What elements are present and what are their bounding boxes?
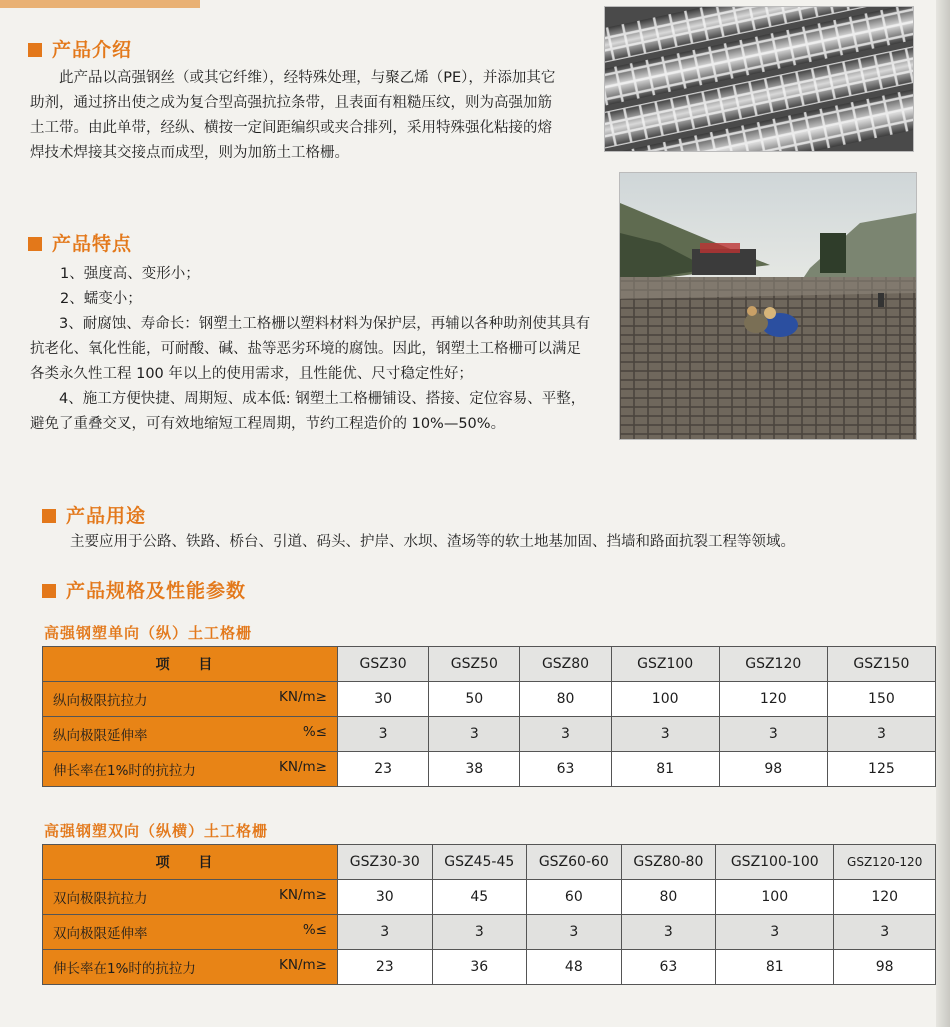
feature-item: 3、耐腐蚀、寿命长：钢塑土工格栅以塑料材料为保护层，再辅以各种助剂使其具有抗老化、氧化性能，可耐酸、碱、盐等恶劣环境的腐蚀。因此，钢塑土工格栅可以满足各类永久性工程 100 年以上的使用需求，且性能优、尺寸稳定性好； bbox=[30, 316, 591, 382]
value-cell: 30 bbox=[338, 880, 433, 915]
row-label: 双向极限抗拉力 bbox=[53, 891, 148, 907]
value-cell: 23 bbox=[338, 752, 429, 787]
model-cell: GSZ150 bbox=[827, 647, 935, 682]
value-cell: 120 bbox=[719, 682, 827, 717]
usage-heading: 产品用途 bbox=[42, 504, 146, 528]
row-unit: %≤ bbox=[302, 922, 327, 938]
page-edge bbox=[936, 0, 950, 1027]
row-label: 纵向极限延伸率 bbox=[53, 728, 148, 744]
table1-title: 高强钢塑单向（纵）土工格栅 bbox=[44, 624, 253, 642]
table-header-row bbox=[43, 647, 936, 682]
value-cell: 80 bbox=[520, 682, 611, 717]
value-cell: 3 bbox=[719, 717, 827, 752]
row-label-cell bbox=[43, 752, 338, 787]
value-cell: 3 bbox=[611, 717, 719, 752]
value-cell: 3 bbox=[429, 717, 520, 752]
row-label-cell bbox=[43, 717, 338, 752]
value-cell: 3 bbox=[338, 717, 429, 752]
value-cell: 30 bbox=[338, 682, 429, 717]
intro-text: 此产品以高强钢丝（或其它纤维），经特殊处理，与聚乙烯（PE），并添加其它助剂，通过挤出使之成为复合型高强抗拉条带，且表面有粗糙压纹，则为高强加筋土工带。由此单带，经纵、横按一定间距编织或夹合排列，采用特殊强化粘接的熔焊技术焊接其交接点而成型，则为加筋土工格栅。 bbox=[30, 70, 556, 161]
value-cell: 100 bbox=[611, 682, 719, 717]
value-cell: 60 bbox=[527, 880, 622, 915]
table-header-row bbox=[43, 845, 936, 880]
uniaxial-spec-table bbox=[42, 646, 936, 787]
value-cell: 3 bbox=[338, 915, 433, 950]
value-cell: 80 bbox=[621, 880, 716, 915]
value-cell: 38 bbox=[429, 752, 520, 787]
square-bullet-icon bbox=[42, 584, 56, 598]
row-unit: KN/m≥ bbox=[279, 887, 327, 903]
intro-heading: 产品介绍 bbox=[28, 38, 132, 62]
value-cell: 98 bbox=[834, 950, 936, 985]
biaxial-spec-table bbox=[42, 844, 936, 985]
road-construction-illustration bbox=[620, 173, 916, 439]
model-cell: GSZ80-80 bbox=[621, 845, 716, 880]
rolled-geogrid-illustration bbox=[605, 7, 913, 151]
value-cell: 45 bbox=[432, 880, 527, 915]
value-cell: 120 bbox=[834, 880, 936, 915]
model-cell: GSZ120-120 bbox=[834, 845, 936, 880]
value-cell: 3 bbox=[432, 915, 527, 950]
features-heading: 产品特点 bbox=[28, 232, 132, 256]
table-row bbox=[43, 717, 936, 752]
value-cell: 3 bbox=[527, 915, 622, 950]
specs-heading: 产品规格及性能参数 bbox=[42, 579, 246, 603]
row-label: 伸长率在1%时的抗拉力 bbox=[53, 961, 196, 977]
top-decoration bbox=[0, 0, 200, 8]
row-unit: KN/m≥ bbox=[279, 689, 327, 705]
model-cell: GSZ30 bbox=[338, 647, 429, 682]
value-cell: 48 bbox=[527, 950, 622, 985]
row-unit: KN/m≥ bbox=[279, 759, 327, 775]
rolled-geogrid-photo bbox=[604, 6, 914, 152]
value-cell: 3 bbox=[520, 717, 611, 752]
row-label-cell bbox=[43, 950, 338, 985]
value-cell: 23 bbox=[338, 950, 433, 985]
table-row bbox=[43, 880, 936, 915]
table-row bbox=[43, 915, 936, 950]
table-row bbox=[43, 950, 936, 985]
value-cell: 63 bbox=[520, 752, 611, 787]
feature-item: 4、施工方便快捷、周期短、成本低: 钢塑土工格栅铺设、搭接、定位容易、平整，避免了重叠交叉，可有效地缩短工程周期，节约工程造价的 10%—50%。 bbox=[30, 391, 586, 432]
value-cell: 3 bbox=[621, 915, 716, 950]
square-bullet-icon bbox=[42, 509, 56, 523]
model-cell: GSZ80 bbox=[520, 647, 611, 682]
value-cell: 3 bbox=[827, 717, 935, 752]
square-bullet-icon bbox=[28, 237, 42, 251]
table-row bbox=[43, 752, 936, 787]
row-label: 纵向极限抗拉力 bbox=[53, 693, 148, 709]
model-cell: GSZ120 bbox=[719, 647, 827, 682]
features-list bbox=[30, 262, 592, 437]
row-unit: KN/m≥ bbox=[279, 957, 327, 973]
value-cell: 63 bbox=[621, 950, 716, 985]
model-cell: GSZ50 bbox=[429, 647, 520, 682]
item-header: 项 目 bbox=[43, 845, 338, 880]
value-cell: 3 bbox=[716, 915, 834, 950]
row-unit: %≤ bbox=[302, 724, 327, 740]
usage-text: 主要应用于公路、铁路、桥台、引道、码头、护岸、水坝、渣场等的软土地基加固、挡墙和路面抗裂工程等领域。 bbox=[70, 534, 795, 550]
square-bullet-icon bbox=[28, 43, 42, 57]
model-cell: GSZ45-45 bbox=[432, 845, 527, 880]
value-cell: 50 bbox=[429, 682, 520, 717]
model-cell: GSZ100 bbox=[611, 647, 719, 682]
value-cell: 81 bbox=[611, 752, 719, 787]
model-cell: GSZ60-60 bbox=[527, 845, 622, 880]
row-label: 伸长率在1%时的抗拉力 bbox=[53, 763, 196, 779]
row-label-cell bbox=[43, 915, 338, 950]
row-label-cell bbox=[43, 880, 338, 915]
model-cell: GSZ100-100 bbox=[716, 845, 834, 880]
row-label-cell bbox=[43, 682, 338, 717]
road-construction-photo bbox=[619, 172, 917, 440]
table2-title: 高强钢塑双向（纵横）土工格栅 bbox=[44, 822, 269, 840]
feature-item: 2、蠕变小； bbox=[60, 291, 142, 307]
item-header: 项 目 bbox=[43, 647, 338, 682]
row-label: 双向极限延伸率 bbox=[53, 926, 148, 942]
feature-item: 1、强度高、变形小； bbox=[60, 266, 200, 282]
value-cell: 125 bbox=[827, 752, 935, 787]
value-cell: 150 bbox=[827, 682, 935, 717]
table-row bbox=[43, 682, 936, 717]
value-cell: 98 bbox=[719, 752, 827, 787]
model-cell: GSZ30-30 bbox=[338, 845, 433, 880]
value-cell: 81 bbox=[716, 950, 834, 985]
value-cell: 36 bbox=[432, 950, 527, 985]
value-cell: 3 bbox=[834, 915, 936, 950]
value-cell: 100 bbox=[716, 880, 834, 915]
